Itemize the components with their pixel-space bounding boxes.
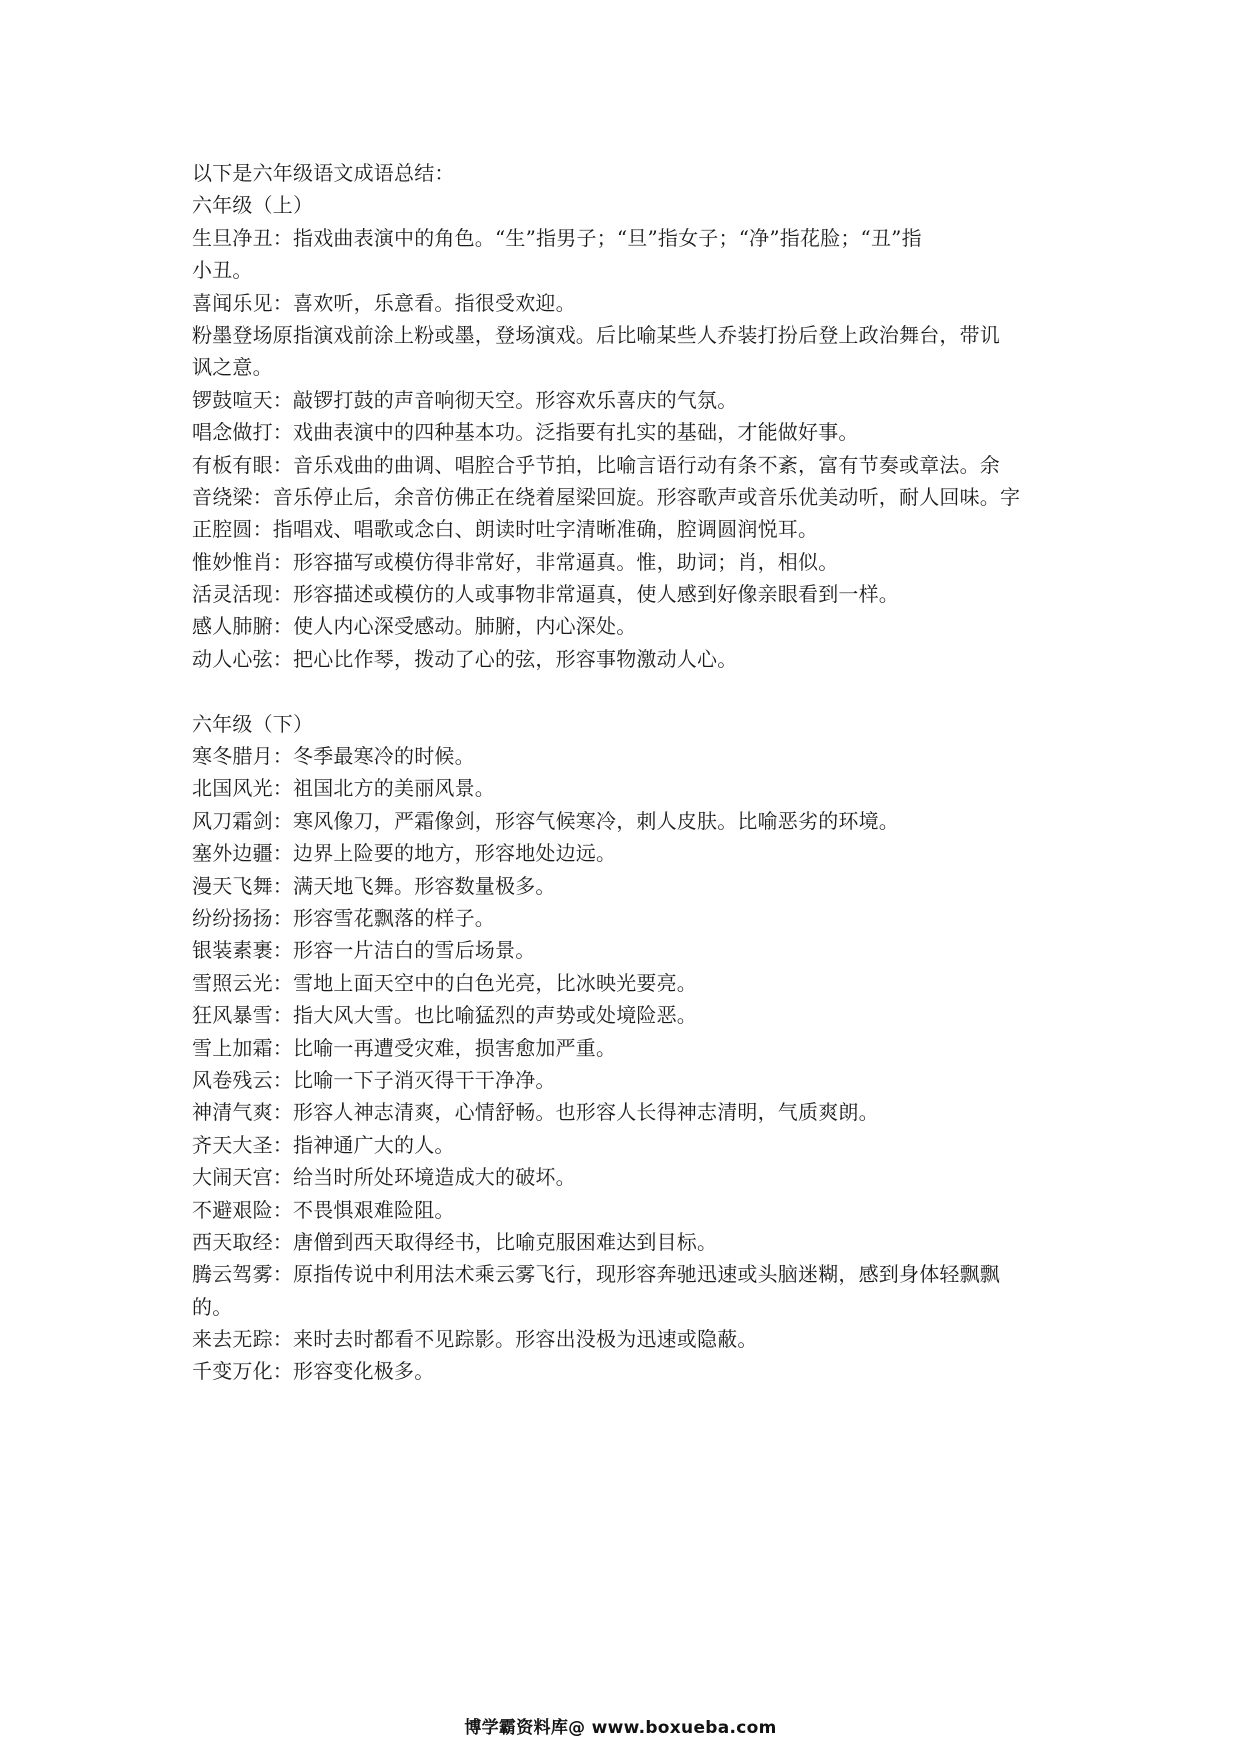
idiom-line: 正腔圆：指唱戏、唱歌或念白、朗读时吐字清晰准确，腔调圆润悦耳。 [192,517,819,542]
idiom-line: 锣鼓喧天：敲锣打鼓的声音响彻天空。形容欢乐喜庆的气氛。 [192,387,738,412]
idiom-line: 来去无踪：来时去时都看不见踪影。形容出没极为迅速或隐蔽。 [192,1327,758,1352]
idiom-line: 生旦净丑：指戏曲表演中的角色。“生”指男子；“旦”指女子；“净”指花脸；“丑”指 [192,225,922,250]
idiom-line: 神清气爽：形容人神志清爽，心情舒畅。也形容人长得神志清明，气质爽朗。 [192,1100,879,1125]
idiom-line: 唱念做打：戏曲表演中的四种基本功。泛指要有扎实的基础，才能做好事。 [192,420,859,445]
idiom-line: 有板有眼：音乐戏曲的曲调、唱腔合乎节拍，比喻言语行动有条不紊，富有节奏或章法。余 [192,452,1000,477]
idiom-line: 狂风暴雪：指大风大雪。也比喻猛烈的声势或处境险恶。 [192,1003,697,1028]
idiom-line: 漫天飞舞：满天地飞舞。形容数量极多。 [192,873,556,898]
idiom-line: 雪照云光：雪地上面天空中的白色光亮，比冰映光要亮。 [192,970,697,995]
idiom-line: 千变万化：形容变化极多。 [192,1359,435,1384]
section-upper-content [192,222,1062,675]
idiom-line: 不避艰险：不畏惧艰难险阻。 [192,1197,455,1222]
section-lower-content [192,740,1062,1388]
idiom-line: 风刀霜剑：寒风像刀，严霜像剑，形容气候寒冷，刺人皮肤。比喻恶劣的环境。 [192,808,899,833]
idiom-line: 的。 [192,1294,233,1319]
intro-line: 以下是六年级语文成语总结： [192,161,455,185]
footer-watermark: 博学霸资料库@ www.boxueba.com [464,1718,777,1738]
idiom-line: 感人肺腑：使人内心深受感动。肺腑，内心深处。 [192,614,637,639]
idiom-line: 惟妙惟肖：形容描写或模仿得非常好，非常逼真。惟，助词；肖，相似。 [192,549,839,574]
idiom-line: 风卷残云：比喻一下子消灭得干干净净。 [192,1067,556,1092]
idiom-line: 粉墨登场原指演戏前涂上粉或墨，登场演戏。后比喻某些人乔装打扮后登上政治舞台，带讥 [192,322,1000,347]
idiom-line: 喜闻乐见：喜欢听，乐意看。指很受欢迎。 [192,290,576,315]
section-spacer [192,675,1062,707]
idiom-line: 小丑。 [192,258,253,283]
idiom-line: 银装素裹：形容一片洁白的雪后场景。 [192,938,536,963]
idiom-line: 动人心弦：把心比作琴，拨动了心的弦，形容事物激动人心。 [192,646,738,671]
idiom-line: 齐天大圣：指神通广大的人。 [192,1132,455,1157]
document-body [192,157,1062,1388]
idiom-line: 塞外边疆：边界上险要的地方，形容地处边远。 [192,841,617,866]
idiom-line: 西天取经：唐僧到西天取得经书，比喻克服困难达到目标。 [192,1229,718,1254]
idiom-line: 讽之意。 [192,355,273,380]
section-heading-upper: 六年级（上） [192,193,314,218]
idiom-line: 纷纷扬扬：形容雪花飘落的样子。 [192,905,495,930]
idiom-line: 北国风光：祖国北方的美丽风景。 [192,776,495,801]
idiom-line: 雪上加霜：比喻一再遭受灾难，损害愈加严重。 [192,1035,617,1060]
idiom-line: 寒冬腊月：冬季最寒冷的时候。 [192,744,475,769]
idiom-line: 大闹天宫：给当时所处环境造成大的破坏。 [192,1165,576,1190]
idiom-line: 音绕梁：音乐停止后，余音仿佛正在绕着屋梁回旋。形容歌声或音乐优美动听，耐人回味。字 [192,484,1021,509]
idiom-line: 活灵活现：形容描述或模仿的人或事物非常逼真，使人感到好像亲眼看到一样。 [192,582,899,607]
idiom-line: 腾云驾雾：原指传说中利用法术乘云雾飞行，现形容奔驰迅速或头脑迷糊，感到身体轻飘飘 [192,1262,1000,1287]
section-heading-lower: 六年级（下） [192,711,314,736]
